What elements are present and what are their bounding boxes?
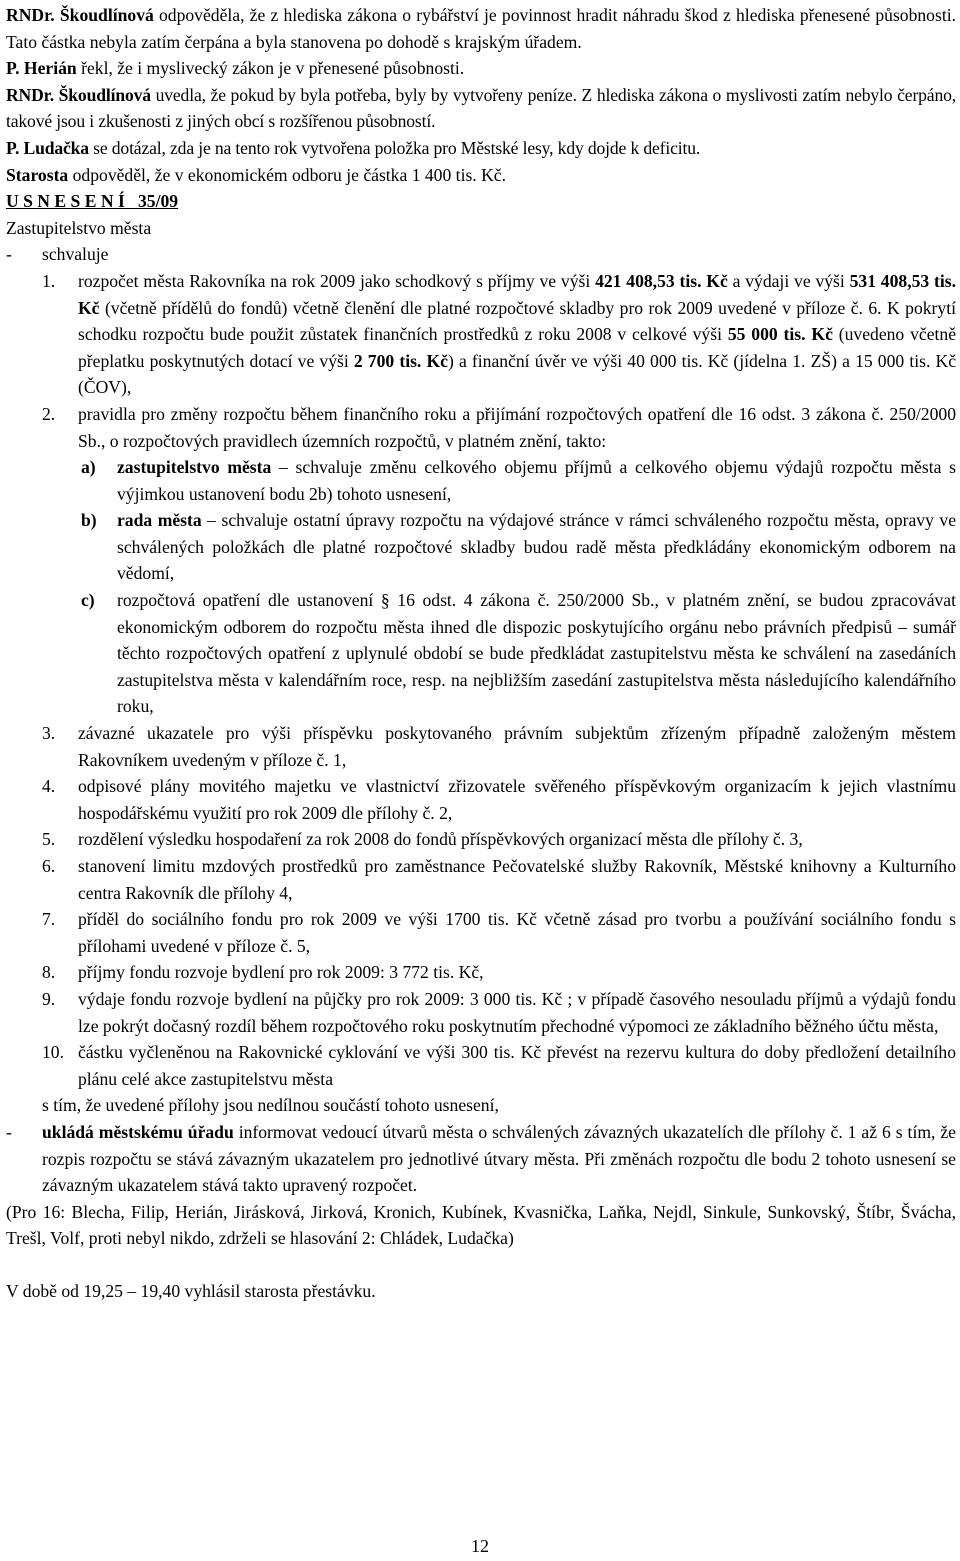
dash-marker: -: [6, 1121, 12, 1142]
approves-label: schvaluje: [42, 244, 109, 265]
paragraph-text: odpověděla, že z hlediska zákona o rybářství je povinnost hradit náhradu škod z hlediska přenesené působnosti. Tato částka nebyla zatím čerpána a byla stanovena po dohodě s krajským úřadem.: [6, 5, 957, 52]
paragraph-herian: [6, 55, 956, 82]
item-text: pravidla pro změny rozpočtu během finančního roku a přijímání rozpočtových opatření dle 16 odst. 3 zákona č. 250/2000 Sb., o rozpočtových pravidlech územních rozpočtů, v platném znění, takto:: [78, 403, 956, 451]
speaker-name: P. Ludačka: [6, 137, 89, 158]
council-label: Zastupitelstvo města: [6, 217, 152, 238]
item-text-part: (uvedeno včetně přeplatku poskytnutých dotací ve výši: [78, 324, 957, 371]
resolution-item-4: [42, 773, 956, 826]
item-number: 4.: [42, 776, 56, 797]
resolution-item-10: [42, 1039, 956, 1092]
approves-line: [6, 241, 956, 268]
sub-item-text: rozpočtová opatření dle ustanovení § 16 odst. 4 zákona č. 250/2000 Sb., v platném znění, se budou zpracovávat ekonomickým odborem do rozpočtu města ihned dle dispozic poskytujícího orgánu nebo právních předpisů – sumář těchto rozpočtových opatření z uplynulé období se bude předkládat zastupitelstvu města ke schválení na zasedáních zastupitelstva města v kalendářním roce, resp. na nejbližším zasedání zastupitelstva města následujícího kalendářního roku,: [117, 590, 956, 717]
document-page: [6, 2, 956, 1305]
dash-marker: -: [6, 244, 12, 265]
resolution-item-3: [42, 720, 956, 773]
instructs-line: [6, 1119, 956, 1199]
amount-expenses: 531 408,53 tis. Kč: [78, 270, 956, 318]
item-text: odpisové plány movitého majetku ve vlastnictví zřizovatele svěřeného příspěvkovým organizacím k jejich vlastnímu hospodářskému využití pro rok 2009 dle přílohy č. 2,: [78, 776, 956, 823]
item-text: [78, 268, 956, 401]
resolution-item-8: [42, 959, 956, 986]
sub-item-head: rada města: [117, 510, 202, 531]
instructs-text: [42, 1119, 956, 1199]
page-number: 12: [471, 1536, 489, 1556]
sub-item-text: [117, 507, 956, 587]
item-text: příjmy fondu rozvoje bydlení pro rok 2009: 3 772 tis. Kč,: [78, 962, 484, 983]
break-note: V době od 19,25 – 19,40 vyhlásil starosta přestávku.: [6, 1280, 376, 1301]
sub-item-letter: b): [81, 510, 97, 531]
paragraph-text: uvedla, že pokud by byla potřeba, byly by vytvořeny peníze. Z hlediska zákona o myslivosti zatím nebylo čerpáno, takové jsou i zkušenosti z jiných obcí s rozšířenou působností.: [6, 84, 957, 132]
amount-balance: 55 000 tis. Kč: [727, 324, 833, 345]
resolution-item-7: [42, 906, 956, 959]
resolution-item-9: [42, 986, 956, 1039]
speaker-name: RNDr. Škoudlínová: [6, 84, 151, 105]
amount-overpayment: 2 700 tis. Kč: [353, 350, 448, 371]
speaker-name: P. Herián: [6, 58, 77, 79]
item-text-part: (včetně přídělů do fondů) včetně členění dle platné rozpočtové skladby pro rok 2009 uvedené v příloze č. 6. K pokrytí schodku rozpočtu bude použit zůstatek finančních prostředků z roku 2008 v celkové výši: [78, 297, 956, 345]
resolution-item-1: [42, 268, 956, 401]
attachments-note: s tím, že uvedené přílohy jsou nedílnou součástí tohoto usnesení,: [42, 1095, 499, 1116]
instructs-body: informovat vedoucí útvarů města o schválených závazných ukazatelích dle přílohy č. 1 až 6 s tím, že rozpis rozpočtu se stává závazným ukazatelem pro jednotlivé útvary města. Při změnách rozpočtu dle bodu 2 tohoto usnesení se závazným ukazatelem stává takto upravený rozpočet.: [42, 1121, 956, 1196]
sub-item-letter: a): [81, 457, 96, 478]
item-text: příděl do sociálního fondu pro rok 2009 ve výši 1700 tis. Kč včetně zásad pro tvorbu a používání sociálního fondu s přílohami uvedené v příloze č. 5,: [78, 909, 956, 956]
item-number: 7.: [42, 909, 56, 930]
sub-item-body: – schvaluje změnu celkového objemu příjmů a celkového objemu výdajů rozpočtu města s výjimkou ustanovení bodu 2b) tohoto usnesení,: [117, 457, 956, 504]
item-number: 5.: [42, 829, 56, 850]
amount-income: 421 408,53 tis. Kč: [595, 270, 728, 291]
item-number: 3.: [42, 723, 56, 744]
item-number: 8.: [42, 962, 56, 983]
resolution-item-5: [42, 826, 956, 853]
item-text: stanovení limitu mzdových prostředků pro zaměstnance Pečovatelské služby Rakovník, Městské knihovny a Kulturního centra Rakovník dle přílohy 4,: [78, 856, 956, 903]
item-text-part: ) a finanční úvěr ve výši 40 000 tis. Kč (jídelna 1. ZŠ) a 15 000 tis. Kč (ČOV),: [78, 350, 957, 398]
sub-item-head: zastupitelstvo města: [117, 457, 272, 478]
paragraph-text: se dotázal, zda je na tento rok vytvořena položka pro Městské lesy, kdy dojde k deficitu.: [88, 137, 701, 158]
resolution-item-6: [42, 853, 956, 906]
item-text-part: a výdaji ve výši: [727, 270, 850, 291]
resolution-title: U S N E S E N Í 35/09: [6, 191, 179, 212]
sub-item-a: [81, 454, 956, 507]
paragraph-text: řekl, že i myslivecký zákon je v přenesené působnosti.: [76, 58, 465, 79]
sub-item-body: – schvaluje ostatní úpravy rozpočtu na výdajové stránce v rámci schváleného rozpočtu města, opravy ve schválených položkách dle platné rozpočtové skladby budou radě města předkládány ekonomickým odborem na vědomí,: [117, 510, 956, 584]
sub-item-b: [81, 507, 956, 587]
paragraph-skoudlinova-1: [6, 2, 956, 55]
paragraph-ludacka: [6, 135, 956, 162]
item-number: 1.: [42, 270, 56, 291]
speaker-name: Starosta: [6, 164, 69, 185]
sub-item-letter: c): [81, 590, 95, 611]
paragraph-skoudlinova-2: [6, 82, 956, 135]
item-number: 6.: [42, 856, 56, 876]
item-number: 9.: [42, 988, 56, 1009]
item-text: částku vyčleněnou na Rakovnické cyklování ve výši 300 tis. Kč převést na rezervu kultura do doby předložení detailního plánu celé akce zastupitelstvu města: [78, 1042, 956, 1089]
item-text: rozdělení výsledku hospodaření za rok 2008 do fondů příspěvkových organizací města dle přílohy č. 3,: [78, 829, 803, 850]
resolution-items: [42, 268, 956, 1119]
item-text: závazné ukazatele pro výši příspěvku poskytovaného právním subjektům zřízeným případně založeným městem Rakovníkem uvedeným v příloze č. 1,: [78, 723, 956, 770]
item-number: 10.: [42, 1042, 64, 1063]
resolution-item-2: [42, 401, 956, 454]
sub-item-text: [117, 454, 956, 507]
item-number: 2.: [42, 403, 56, 424]
speaker-name: RNDr. Škoudlínová: [6, 5, 154, 25]
vote-record: (Pro 16: Blecha, Filip, Herián, Jirásková, Jirková, Kronich, Kubínek, Kvasnička, Laňka, Nejdl, Sinkule, Sunkovský, Štíbr, Švácha, Trešl, Volf, proti nebyl nikdo, zdrželi se hlasování 2: Chládek, Ludačka): [6, 1201, 956, 1249]
instructs-head: ukládá městskému úřadu: [42, 1121, 234, 1142]
item-text: výdaje fondu rozvoje bydlení na půjčky pro rok 2009: 3 000 tis. Kč ; v případě časového nesouladu příjmů a výdajů fondu lze pokrýt dočasný rozdíl během rozpočtového roku poskytnutím přechodné výpomoci ze základního běžného účtu města,: [78, 988, 956, 1036]
paragraph-starosta: [6, 162, 956, 189]
paragraph-text: odpověděl, že v ekonomickém odboru je částka 1 400 tis. Kč.: [68, 164, 507, 185]
item-text-part: rozpočet města Rakovníka na rok 2009 jako schodkový s příjmy ve výši: [78, 270, 596, 291]
sub-item-c: [81, 587, 956, 720]
